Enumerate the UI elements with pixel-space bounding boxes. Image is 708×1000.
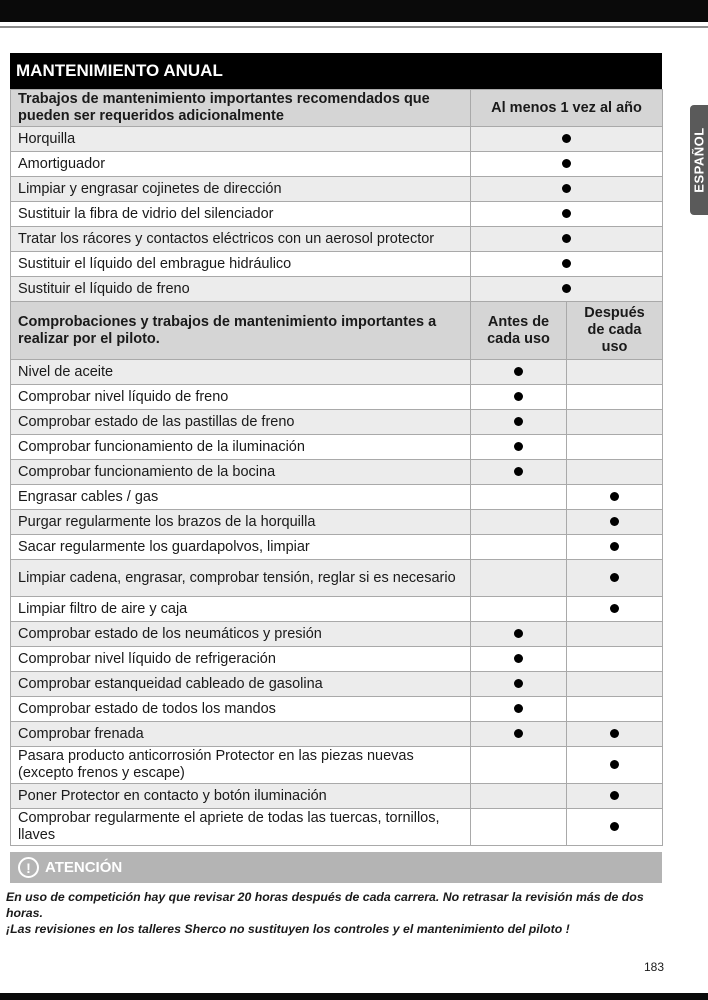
- task-label: Comprobar estado de todos los mandos: [11, 697, 471, 722]
- section1-header-left: Trabajos de mantenimiento importantes recomendados que pueden ser requeridos adicionalmente: [11, 90, 471, 127]
- task-label: Sustituir el líquido del embrague hidráulico: [11, 252, 471, 277]
- yearly-cell: [471, 177, 663, 202]
- table-row: [11, 672, 663, 697]
- table-row: [11, 410, 663, 435]
- attention-notes: [6, 889, 666, 937]
- before-use-cell: [471, 809, 567, 846]
- check-dot-icon: [514, 467, 523, 476]
- task-label: Limpiar filtro de aire y caja: [11, 597, 471, 622]
- check-dot-icon: [514, 392, 523, 401]
- after-use-cell: [567, 722, 663, 747]
- after-use-cell: [567, 460, 663, 485]
- table-row: [11, 722, 663, 747]
- task-label: Sacar regularmente los guardapolvos, limpiar: [11, 535, 471, 560]
- yearly-cell: [471, 152, 663, 177]
- section1-header-row: [11, 90, 663, 127]
- before-use-cell: [471, 722, 567, 747]
- before-use-cell: [471, 672, 567, 697]
- table-row: [11, 152, 663, 177]
- table-row: [11, 202, 663, 227]
- exclamation-circle-icon: !: [18, 857, 39, 878]
- after-use-cell: [567, 809, 663, 846]
- table-row: [11, 252, 663, 277]
- language-tab: [690, 105, 708, 215]
- table-row: [11, 747, 663, 784]
- yearly-cell: [471, 127, 663, 152]
- task-label: Limpiar y engrasar cojinetes de dirección: [11, 177, 471, 202]
- after-use-cell: [567, 647, 663, 672]
- check-dot-icon: [610, 729, 619, 738]
- after-use-cell: [567, 510, 663, 535]
- after-use-cell: [567, 784, 663, 809]
- task-label: Comprobar estado de los neumáticos y presión: [11, 622, 471, 647]
- table-row: [11, 277, 663, 302]
- table-row: [11, 435, 663, 460]
- before-use-cell: [471, 535, 567, 560]
- task-label: Poner Protector en contacto y botón iluminación: [11, 784, 471, 809]
- task-label: Comprobar funcionamiento de la iluminación: [11, 435, 471, 460]
- task-label: Comprobar funcionamiento de la bocina: [11, 460, 471, 485]
- check-dot-icon: [610, 791, 619, 800]
- table-row: [11, 127, 663, 152]
- after-use-cell: [567, 622, 663, 647]
- attention-note-1: En uso de competición hay que revisar 20 horas después de cada carrera. No retrasar la revisión más de dos horas.: [6, 890, 644, 920]
- task-label: Comprobar estado de las pastillas de freno: [11, 410, 471, 435]
- check-dot-icon: [562, 184, 571, 193]
- table-row: [11, 809, 663, 846]
- table-row: [11, 177, 663, 202]
- section2-header-left: Comprobaciones y trabajos de mantenimiento importantes a realizar por el piloto.: [11, 302, 471, 360]
- after-use-cell: [567, 535, 663, 560]
- maintenance-table: [10, 53, 662, 846]
- after-use-cell: [567, 672, 663, 697]
- check-dot-icon: [562, 234, 571, 243]
- check-dot-icon: [610, 573, 619, 582]
- task-label: Sustituir el líquido de freno: [11, 277, 471, 302]
- before-use-cell: [471, 697, 567, 722]
- maintenance-grid: [10, 89, 663, 846]
- page-number: 183: [644, 960, 665, 974]
- check-dot-icon: [610, 760, 619, 769]
- table-row: [11, 385, 663, 410]
- task-label: Limpiar cadena, engrasar, comprobar tensión, reglar si es necesario: [11, 560, 471, 597]
- table-row: [11, 485, 663, 510]
- section1-header-right: Al menos 1 vez al año: [471, 90, 663, 127]
- yearly-cell: [471, 202, 663, 227]
- table-row: [11, 597, 663, 622]
- yearly-cell: [471, 277, 663, 302]
- table-row: [11, 784, 663, 809]
- check-dot-icon: [610, 822, 619, 831]
- table-row: [11, 460, 663, 485]
- task-label: Amortiguador: [11, 152, 471, 177]
- check-dot-icon: [514, 417, 523, 426]
- task-label: Comprobar frenada: [11, 722, 471, 747]
- header-after-use: Después de cada uso: [567, 302, 663, 360]
- task-label: Purgar regularmente los brazos de la horquilla: [11, 510, 471, 535]
- task-label: Sustituir la fibra de vidrio del silenciador: [11, 202, 471, 227]
- before-use-cell: [471, 360, 567, 385]
- check-dot-icon: [514, 679, 523, 688]
- before-use-cell: [471, 385, 567, 410]
- before-use-cell: [471, 485, 567, 510]
- table-row: [11, 560, 663, 597]
- table-row: [11, 510, 663, 535]
- before-use-cell: [471, 647, 567, 672]
- check-dot-icon: [514, 367, 523, 376]
- check-dot-icon: [610, 517, 619, 526]
- table-row: [11, 647, 663, 672]
- before-use-cell: [471, 622, 567, 647]
- attention-note-2: ¡Las revisiones en los talleres Sherco no sustituyen los controles y el mantenimiento del piloto !: [6, 922, 570, 936]
- task-label: Nivel de aceite: [11, 360, 471, 385]
- task-label: Comprobar estanqueidad cableado de gasolina: [11, 672, 471, 697]
- yearly-cell: [471, 227, 663, 252]
- table-row: [11, 360, 663, 385]
- check-dot-icon: [562, 284, 571, 293]
- task-label: Comprobar regularmente el apriete de todas las tuercas, tornillos, llaves: [11, 809, 471, 846]
- table-row: [11, 227, 663, 252]
- task-label: Tratar los rácores y contactos eléctricos con un aerosol protector: [11, 227, 471, 252]
- section2-header-row: [11, 302, 663, 360]
- after-use-cell: [567, 360, 663, 385]
- check-dot-icon: [514, 629, 523, 638]
- attention-banner: [10, 852, 662, 883]
- after-use-cell: [567, 385, 663, 410]
- check-dot-icon: [514, 704, 523, 713]
- task-label: Engrasar cables / gas: [11, 485, 471, 510]
- attention-label: ATENCIÓN: [45, 859, 123, 876]
- yearly-cell: [471, 252, 663, 277]
- check-dot-icon: [514, 729, 523, 738]
- before-use-cell: [471, 747, 567, 784]
- check-dot-icon: [562, 259, 571, 268]
- check-dot-icon: [562, 134, 571, 143]
- check-dot-icon: [610, 542, 619, 551]
- top-divider: [0, 26, 708, 28]
- before-use-cell: [471, 460, 567, 485]
- language-tab-label: ESPAÑOL: [691, 127, 707, 193]
- before-use-cell: [471, 435, 567, 460]
- check-dot-icon: [610, 492, 619, 501]
- table-row: [11, 535, 663, 560]
- after-use-cell: [567, 435, 663, 460]
- after-use-cell: [567, 410, 663, 435]
- table-row: [11, 697, 663, 722]
- task-label: Comprobar nivel líquido de refrigeración: [11, 647, 471, 672]
- top-black-bar: [0, 0, 708, 22]
- task-label: Comprobar nivel líquido de freno: [11, 385, 471, 410]
- after-use-cell: [567, 560, 663, 597]
- before-use-cell: [471, 410, 567, 435]
- table-title: MANTENIMIENTO ANUAL: [10, 53, 662, 89]
- task-label: Pasara producto anticorrosión Protector en las piezas nuevas (excepto frenos y escape): [11, 747, 471, 784]
- before-use-cell: [471, 510, 567, 535]
- after-use-cell: [567, 597, 663, 622]
- after-use-cell: [567, 747, 663, 784]
- check-dot-icon: [610, 604, 619, 613]
- check-dot-icon: [514, 654, 523, 663]
- check-dot-icon: [562, 159, 571, 168]
- before-use-cell: [471, 597, 567, 622]
- header-before-use: Antes de cada uso: [471, 302, 567, 360]
- table-row: [11, 622, 663, 647]
- before-use-cell: [471, 784, 567, 809]
- task-label: Horquilla: [11, 127, 471, 152]
- before-use-cell: [471, 560, 567, 597]
- check-dot-icon: [514, 442, 523, 451]
- bottom-black-bar: [0, 993, 708, 1000]
- check-dot-icon: [562, 209, 571, 218]
- after-use-cell: [567, 485, 663, 510]
- after-use-cell: [567, 697, 663, 722]
